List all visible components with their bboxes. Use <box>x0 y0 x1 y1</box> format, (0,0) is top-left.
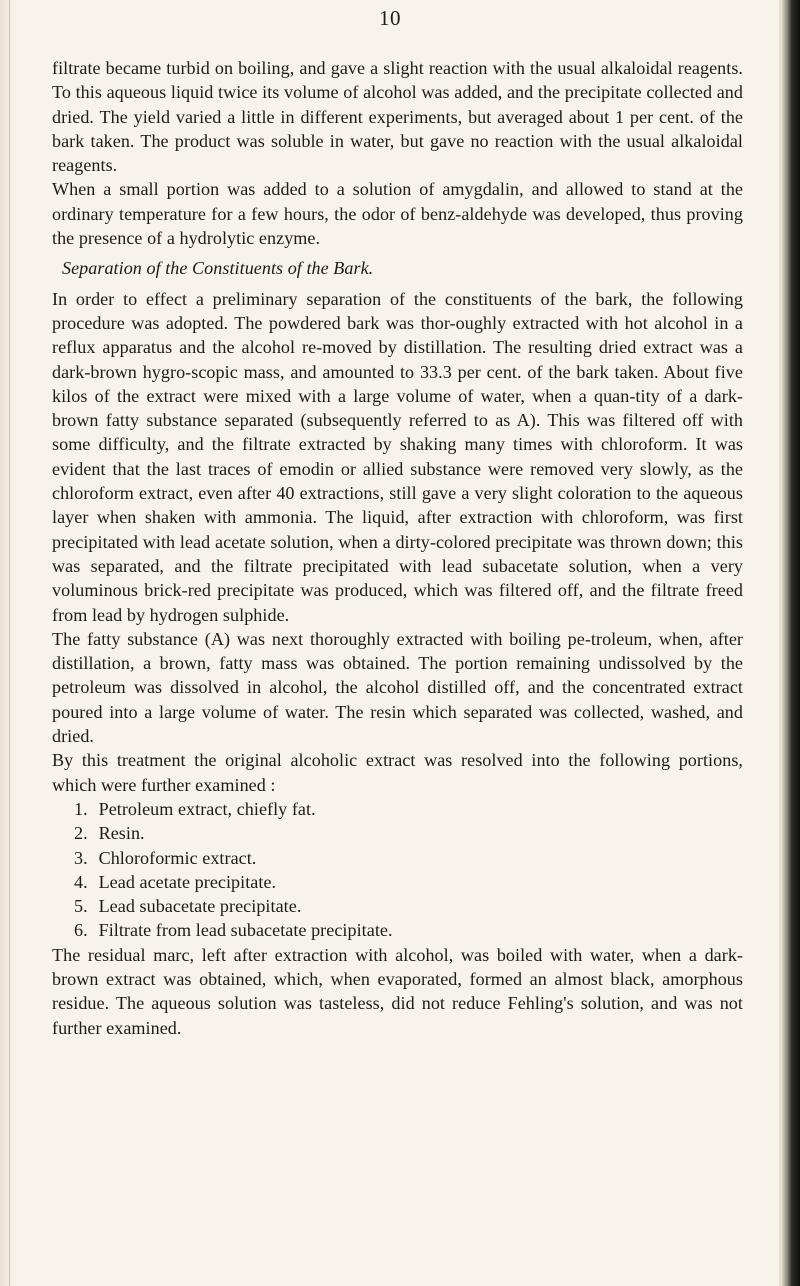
paragraph: By this treatment the original alcoholic extract was resolved into the following portions, which were further examined : <box>52 750 743 795</box>
portions-list <box>52 797 743 943</box>
list-item-text: Lead subacetate precipitate. <box>98 896 302 917</box>
list-item-text: Petroleum extract, chiefly fat. <box>98 798 316 819</box>
list-item <box>52 918 743 942</box>
binding-edge <box>0 0 14 1286</box>
list-item-number: 4. <box>74 871 88 892</box>
page-edge <box>782 0 800 1286</box>
list-item-text: Chloroformic extract. <box>98 847 257 868</box>
list-item <box>52 894 743 918</box>
list-item <box>52 846 743 870</box>
body-text <box>52 56 743 1040</box>
list-item <box>52 870 743 894</box>
paragraph: When a small portion was added to a solution of amygdalin, and allowed to stand at the ordinary temperature for a few hours, the odor of benz-aldehyde was developed, thus proving the presence of a hydrolytic enzyme. <box>52 179 743 249</box>
list-item-text: Filtrate from lead subacetate precipitate. <box>98 920 393 941</box>
paragraph: The residual marc, left after extraction with alcohol, was boiled with water, when a dark-brown extract was obtained, which, when evaporated, formed an almost black, amorphous residue. The aqueous solution was tasteless, did not reduce Fehling's solution, and was not further examined. <box>52 944 743 1038</box>
list-item <box>52 797 743 821</box>
list-item-number: 3. <box>74 847 88 868</box>
binding-line <box>9 0 10 1286</box>
list-item-number: 6. <box>74 920 88 941</box>
paragraph: In order to effect a preliminary separation of the constituents of the bark, the following procedure was adopted. The powdered bark was thor-oughly extracted with hot alcohol in a reflux apparatus and the alcohol re-moved by distillation. The resulting dried extract was a dark-brown hygro-scopic mass, and amounted to 33.3 per cent. of the bark taken. About five kilos of the extract were mixed with a large volume of water, when a quan-tity of a dark-brown fatty substance separated (subsequently referred to as A). This was filtered off with some difficulty, and the filtrate extracted by shaking many times with chloroform. It was evident that the last traces of emodin or allied substance were removed very slowly, as the chloroform extract, even after 40 extractions, still gave a very slight coloration to the aqueous layer when shaken with ammonia. The liquid, after extraction with chloroform, was first precipitated with lead acetate solution, when a dirty-colored precipitate was thrown down; this was separated, and the filtrate precipitated with lead subacetate solution, when a very voluminous brick-red precipitate was produced, which was filtered off, and the filtrate freed from lead by hydrogen sulphide. <box>52 288 743 625</box>
paragraph: filtrate became turbid on boiling, and gave a slight reaction with the usual alkaloidal reagents. To this aqueous liquid twice its volume of alcohol was added, and the precipitate collected and dried. The yield varied a little in different experiments, but averaged about 1 per cent. of the bark taken. The product was soluble in water, but gave no reaction with the usual alkaloidal reagents. <box>52 58 743 176</box>
list-item-number: 2. <box>74 823 88 844</box>
list-item-text: Resin. <box>98 823 145 844</box>
list-item <box>52 821 743 845</box>
paragraph: The fatty substance (A) was next thoroughly extracted with boiling pe-troleum, when, after distillation, a brown, fatty mass was obtained. The portion remaining undissolved by the petroleum was dissolved in alcohol, the alcohol distilled off, and the concentrated extract poured into a large volume of water. The resin which separated was collected, washed, and dried. <box>52 628 743 747</box>
list-item-number: 1. <box>74 798 88 819</box>
section-heading: Separation of the Constituents of the Bark. <box>62 258 374 279</box>
page-number: 10 <box>379 6 401 30</box>
list-item-number: 5. <box>74 896 88 917</box>
list-item-text: Lead acetate precipitate. <box>98 871 277 892</box>
